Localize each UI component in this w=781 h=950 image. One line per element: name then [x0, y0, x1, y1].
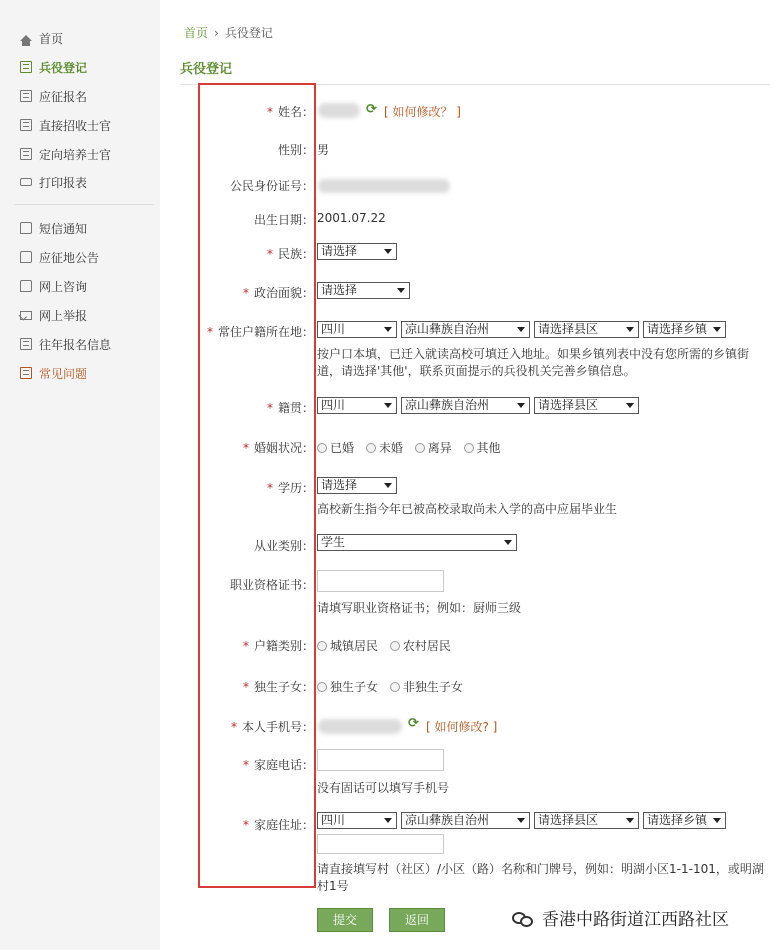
education-select[interactable]: 请选择 — [317, 477, 397, 494]
sidebar-item-enlistment[interactable] — [20, 86, 87, 106]
chevron-down-icon — [384, 249, 392, 254]
ethnicity-select[interactable]: 请选择 — [317, 243, 397, 260]
question-icon — [20, 367, 32, 379]
only-child-option-yes[interactable]: 独生子女 — [317, 680, 378, 694]
native-place-label: * 籍贯： — [266, 401, 314, 415]
sidebar-item-label: 短信通知 — [39, 221, 88, 236]
education-label: * 学历： — [266, 481, 314, 495]
chevron-down-icon — [626, 327, 634, 332]
name-label: * 姓名： — [266, 105, 314, 119]
sidebar-item-label: 打印报表 — [39, 175, 88, 190]
document-icon — [20, 61, 32, 73]
sidebar-item-military-registration[interactable] — [20, 57, 87, 77]
printer-icon — [20, 178, 32, 186]
residence-label: * 常住户籍所在地： — [206, 325, 314, 339]
refresh-icon[interactable]: ⟳ — [366, 102, 377, 117]
residence-prefecture-select[interactable]: 凉山彝族自治州 — [401, 321, 530, 338]
birth-value: 2001.07.22 — [317, 211, 386, 225]
sidebar-item-sms-notice[interactable] — [20, 218, 87, 238]
household-option-urban[interactable]: 城镇居民 — [317, 639, 378, 653]
address-county-select[interactable]: 请选择县区 — [534, 812, 639, 829]
watermark-text: 香港中路街道江西路社区 — [542, 910, 729, 930]
residence-province-select[interactable]: 四川 — [317, 321, 397, 338]
chevron-down-icon — [384, 403, 392, 408]
chevron-down-icon — [517, 327, 525, 332]
chevron-down-icon — [384, 818, 392, 823]
gender-label: 性别： — [277, 143, 314, 157]
chevron-down-icon — [504, 540, 512, 545]
ethnicity-label: * 民族： — [266, 247, 314, 261]
occupation-select[interactable]: 学生 — [317, 534, 517, 551]
back-button[interactable]: 返回 — [389, 908, 445, 932]
address-hint: 请直接填写村（社区）/小区（路）名称和门牌号，例如：明湖小区1-1-101，或明湖 村1号 — [317, 862, 764, 893]
native-province-select[interactable]: 四川 — [317, 397, 397, 414]
chevron-down-icon — [384, 483, 392, 488]
document-icon — [20, 148, 32, 160]
id-card-icon — [20, 119, 32, 131]
breadcrumb — [184, 24, 273, 41]
address-detail-input[interactable] — [317, 834, 444, 854]
only-child-label: * 独生子女： — [242, 680, 314, 694]
address-town-select[interactable]: 请选择乡镇 — [643, 812, 726, 829]
document-icon — [20, 90, 32, 102]
residence-hint: 按户口本填，已迁入就读高校可填迁入地址。如果乡镇列表中没有您所需的乡镇街 道，请选择'其他'，联系页面提示的兵役机关完善乡镇信息。 — [317, 347, 750, 378]
certificate-label: 职业资格证书： — [229, 578, 314, 592]
sidebar-item-print-report[interactable] — [20, 172, 87, 192]
birth-label: 出生日期： — [253, 213, 314, 227]
political-select[interactable]: 请选择 — [317, 282, 410, 299]
address-label: * 家庭住址： — [242, 818, 314, 832]
residence-county-select[interactable]: 请选择县区 — [534, 321, 639, 338]
message-icon — [20, 251, 32, 263]
name-value-redacted — [318, 103, 360, 118]
sidebar-item-label: 网上举报 — [39, 308, 88, 323]
native-prefecture-select[interactable]: 凉山彝族自治州 — [401, 397, 530, 414]
edit-icon — [20, 338, 32, 350]
watermark — [512, 905, 729, 930]
chevron-down-icon — [397, 288, 405, 293]
marital-option-divorced[interactable]: 离异 — [415, 441, 452, 455]
chevron-right-icon: › — [214, 26, 219, 40]
sidebar-item-label: 首页 — [39, 31, 64, 46]
breadcrumb-current: 兵役登记 — [224, 26, 273, 40]
chevron-down-icon — [384, 327, 392, 332]
message-icon — [20, 222, 32, 234]
marital-option-single[interactable]: 未婚 — [366, 441, 403, 455]
home-phone-hint: 没有固话可以填写手机号 — [317, 781, 450, 795]
only-child-option-no[interactable]: 非独生子女 — [390, 680, 463, 694]
residence-town-select[interactable]: 请选择乡镇 — [643, 321, 726, 338]
name-modify-link[interactable]: [ 如何修改？ ] — [384, 105, 461, 119]
home-phone-label: * 家庭电话： — [242, 758, 314, 772]
certificate-hint: 请填写职业资格证书；例如：厨师三级 — [317, 601, 522, 615]
sidebar-item-direct-nco[interactable] — [20, 115, 111, 135]
message-icon — [20, 280, 32, 292]
chevron-down-icon — [517, 818, 525, 823]
sidebar-item-label: 兵役登记 — [39, 60, 88, 75]
home-icon — [20, 35, 32, 41]
education-hint: 高校新生指今年已被高校录取尚未入学的高中应届毕业生 — [317, 502, 618, 516]
sidebar-item-past-records[interactable] — [20, 334, 111, 354]
native-county-select[interactable]: 请选择县区 — [534, 397, 639, 414]
sidebar-item-label: 直接招收士官 — [39, 118, 112, 133]
sidebar-item-label: 常见问题 — [39, 366, 88, 381]
mobile-label: * 本人手机号： — [230, 720, 314, 734]
title-divider — [180, 84, 770, 85]
refresh-icon[interactable]: ⟳ — [408, 716, 419, 731]
sidebar-item-label: 定向培养士官 — [39, 147, 112, 162]
sidebar-item-online-consult[interactable] — [20, 276, 87, 296]
occupation-label: 从业类别： — [253, 539, 314, 553]
breadcrumb-home-link[interactable]: 首页 — [184, 26, 209, 40]
household-option-rural[interactable]: 农村居民 — [390, 639, 451, 653]
marital-label: * 婚姻状况： — [242, 441, 314, 455]
household-type-label: * 户籍类别： — [242, 639, 314, 653]
mobile-value-redacted — [318, 719, 402, 734]
sidebar-item-label: 应征报名 — [39, 89, 88, 104]
mail-icon — [20, 311, 32, 320]
id-number-label: 公民身份证号： — [229, 179, 314, 193]
chevron-down-icon — [517, 403, 525, 408]
sidebar-item-directed-nco[interactable] — [20, 144, 111, 164]
chevron-down-icon — [626, 403, 634, 408]
chevron-down-icon — [626, 818, 634, 823]
home-phone-input[interactable] — [317, 749, 444, 771]
marital-option-other[interactable]: 其他 — [464, 441, 501, 455]
political-label: * 政治面貌： — [242, 286, 314, 300]
id-number-redacted — [318, 179, 450, 193]
household-radio-group — [317, 637, 459, 654]
sidebar — [0, 0, 160, 950]
sidebar-item-faq[interactable] — [20, 363, 87, 383]
chevron-down-icon — [713, 818, 721, 823]
sidebar-item-label: 应征地公告 — [39, 250, 100, 265]
sidebar-item-label: 往年报名信息 — [39, 337, 112, 352]
marital-option-married[interactable]: 已婚 — [317, 441, 354, 455]
page-title: 兵役登记 — [180, 62, 233, 77]
sidebar-item-online-report[interactable] — [20, 305, 87, 325]
sidebar-divider — [14, 204, 154, 205]
certificate-input[interactable] — [317, 570, 444, 592]
sidebar-item-home[interactable] — [20, 28, 63, 48]
marital-radio-group — [317, 439, 509, 456]
gender-value: 男 — [317, 143, 330, 157]
wechat-icon — [512, 910, 534, 926]
mobile-modify-link[interactable]: [ 如何修改? ] — [426, 720, 498, 734]
address-prefecture-select[interactable]: 凉山彝族自治州 — [401, 812, 530, 829]
submit-button[interactable]: 提交 — [317, 908, 373, 932]
chevron-down-icon — [713, 327, 721, 332]
address-province-select[interactable]: 四川 — [317, 812, 397, 829]
sidebar-item-announcement[interactable] — [20, 247, 99, 267]
sidebar-item-label: 网上咨询 — [39, 279, 88, 294]
only-child-radio-group — [317, 678, 471, 695]
